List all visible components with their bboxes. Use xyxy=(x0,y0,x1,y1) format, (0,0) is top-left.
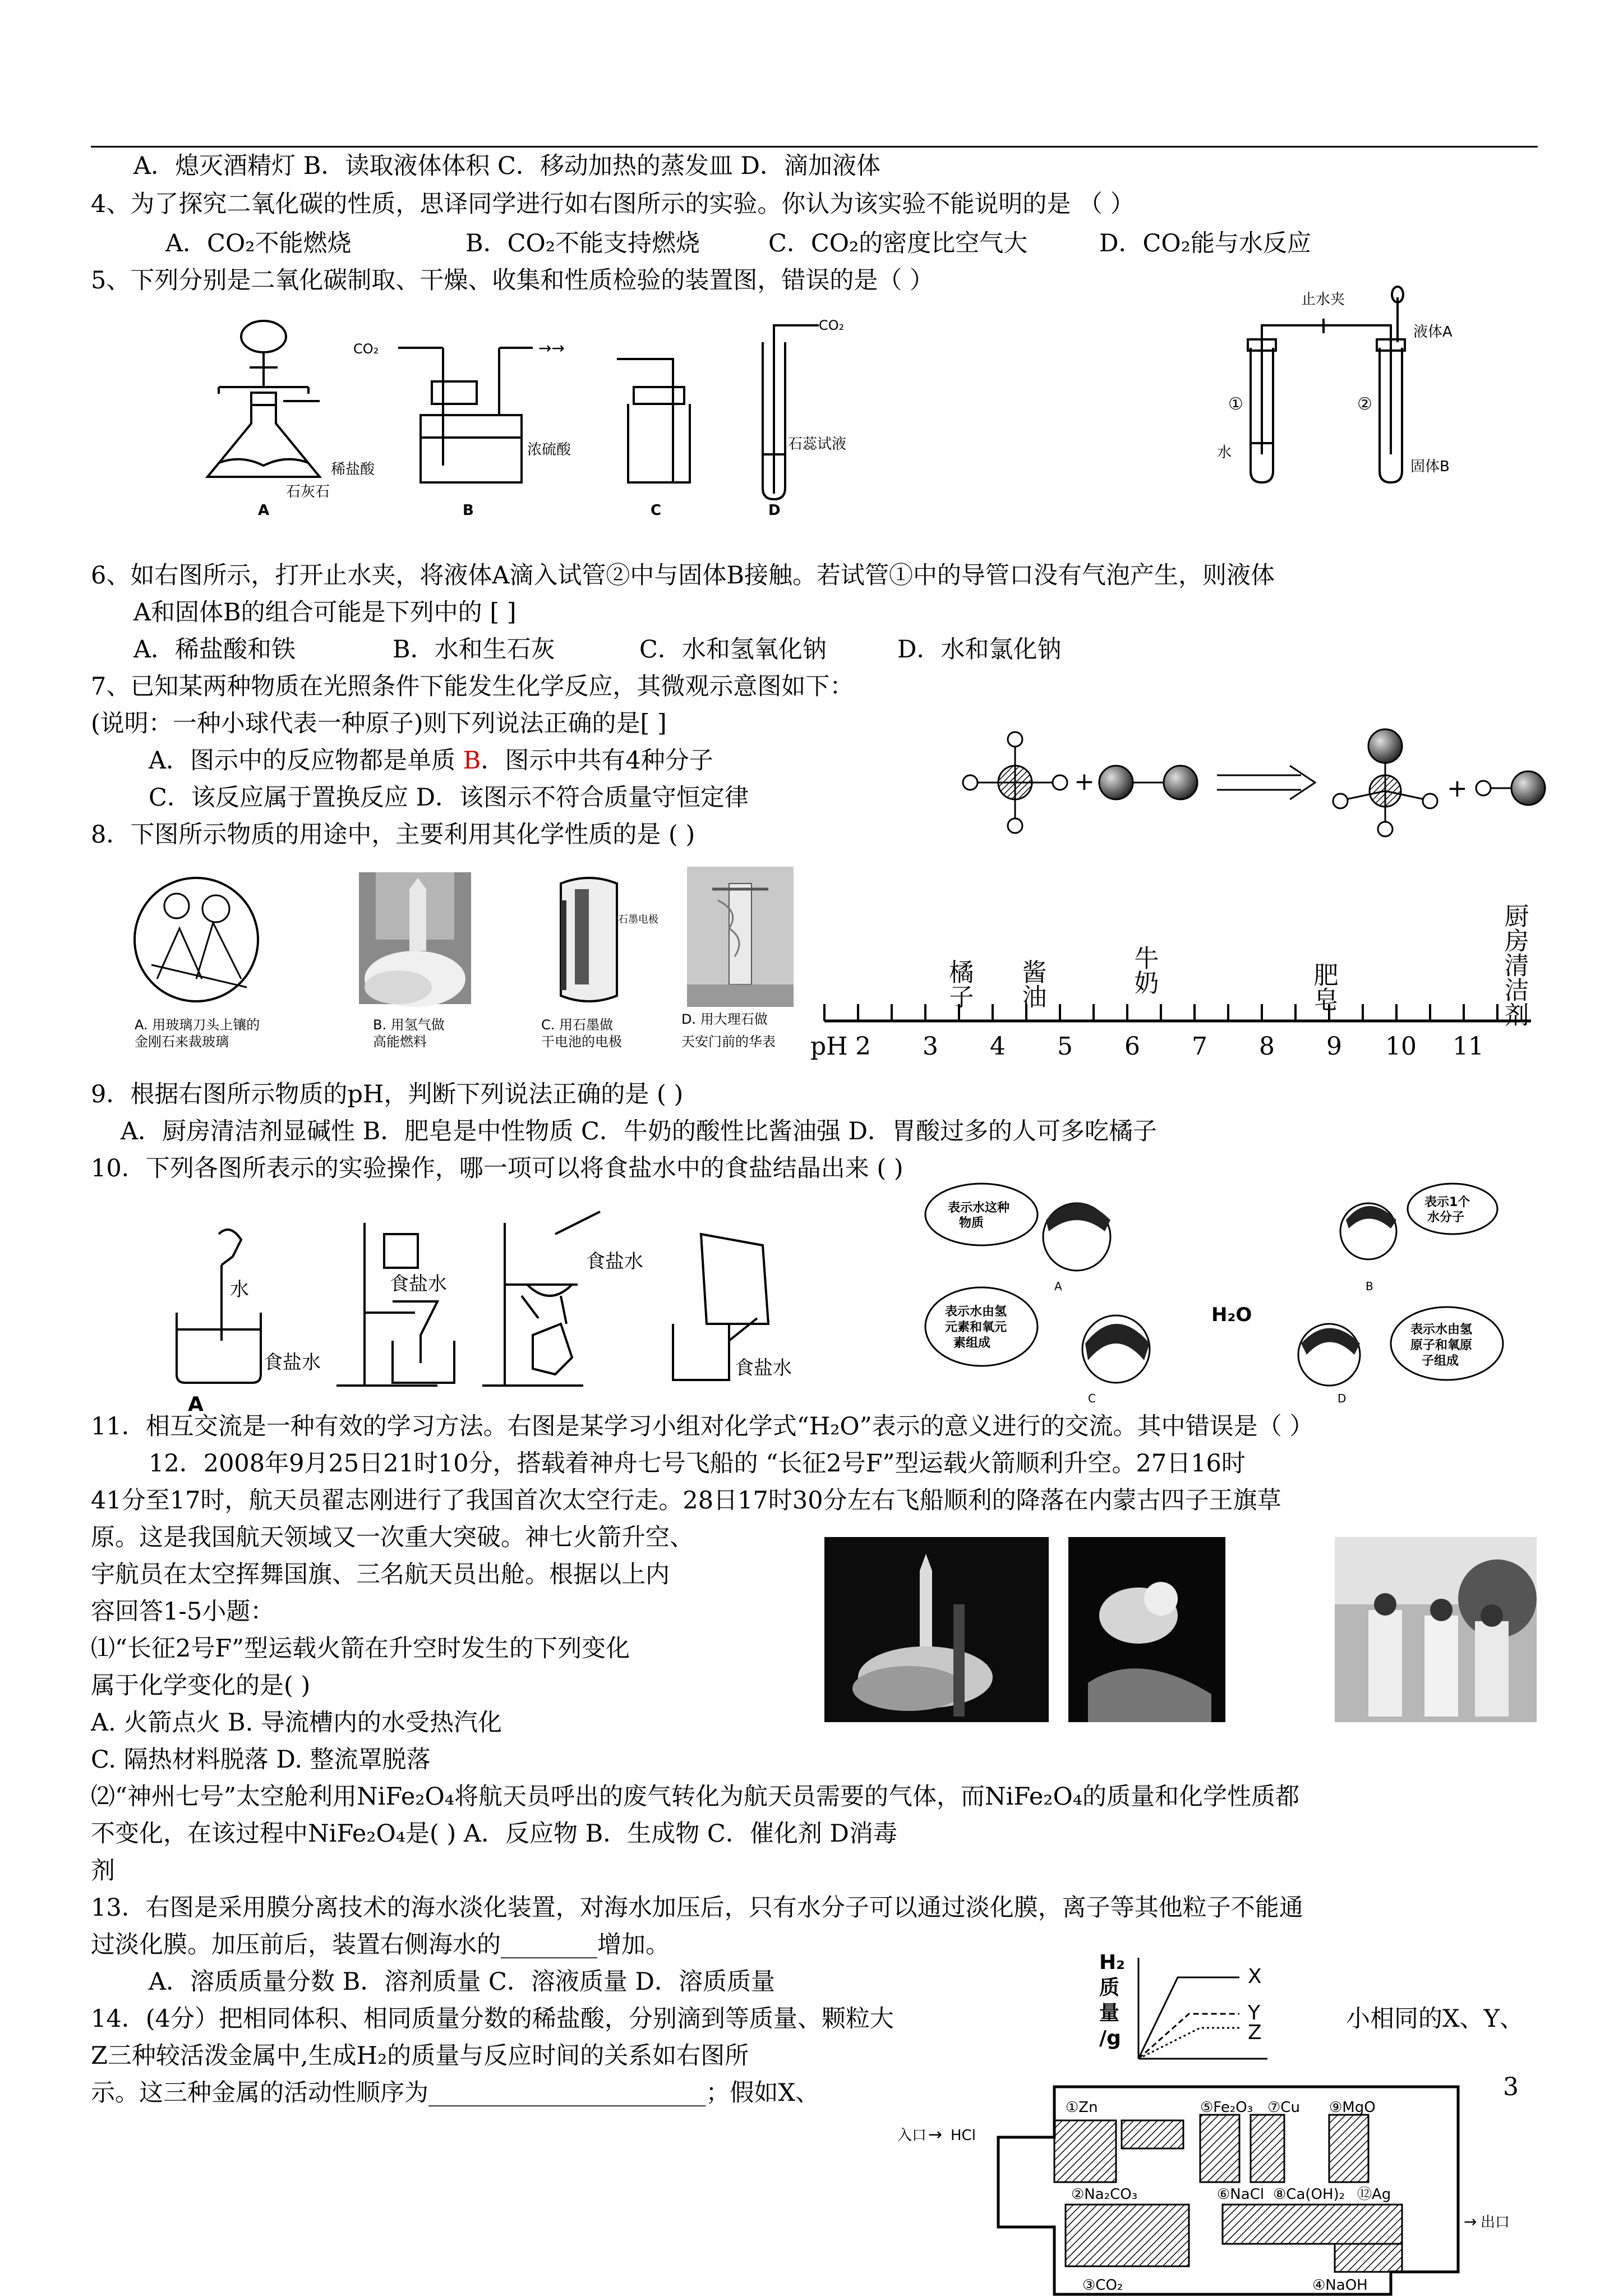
header-rule xyxy=(91,146,1538,148)
ph-tick-6: 6 xyxy=(1124,1032,1140,1061)
q7-option-b-text: ．图示中共有4种分子 xyxy=(481,747,713,775)
q13-line-2: 过淡化膜。加压前后，装置右侧海水的________增加。 xyxy=(91,1931,670,1959)
q4-option-d: D．CO₂能与水反应 xyxy=(1099,229,1311,257)
q5-apparatus-figure xyxy=(185,303,920,519)
ph-item-milk: 牛奶 xyxy=(1129,945,1159,995)
q13-options: A．溶质质量分数 B．溶剂质量 C．溶液质量 D．溶质质量 xyxy=(149,1968,776,1996)
h2-series-x: X xyxy=(1248,1965,1262,1988)
q14-line-1b: 小相同的X、Y、 xyxy=(1346,2005,1524,2033)
q7-option-a: A．图示中的反应物都是单质 xyxy=(149,747,463,775)
q12-sub2-line-3: 剂 xyxy=(91,1857,115,1885)
maze-item-co2: ③CO₂ xyxy=(1082,2277,1123,2294)
q7-plus-1: + xyxy=(1074,767,1095,796)
q4-option-a: A．CO₂不能燃烧 xyxy=(165,229,352,257)
q6-stem-2: A和固体B的组合可能是下列中的 [ ] xyxy=(133,599,517,627)
q5-co2-d: CO₂ xyxy=(819,318,845,333)
q8-picture-a-diamond xyxy=(135,878,258,1001)
h2o-letter-d: D xyxy=(1338,1392,1347,1405)
q12-photo-spacewalk xyxy=(1068,1537,1225,1722)
h2o-bubble-d-1: 表示水由氢 xyxy=(1410,1323,1473,1337)
maze-item-mgo: ⑨MgO xyxy=(1329,2099,1376,2116)
q10-letter-a: A xyxy=(188,1393,204,1416)
q10-label-salt-b: 食盐水 xyxy=(390,1273,447,1295)
q5-apparatus-c xyxy=(617,359,690,482)
q8-caption-d-1: D. 用大理石做 xyxy=(681,1011,768,1027)
h2o-bubble-c-2: 元素和氧元 xyxy=(945,1320,1007,1335)
q8-picture-c-battery xyxy=(561,878,658,1001)
q12-line-5: 容回答1-5小题： xyxy=(91,1598,275,1626)
q4-option-b: B．CO₂不能支持燃烧 xyxy=(465,229,700,257)
q8-caption-b-1: B. 用氢气做 xyxy=(373,1017,445,1033)
ph-item-cleaner: 厨房清洁剂 xyxy=(1500,903,1529,1027)
ph-scale-figure xyxy=(808,892,1537,1083)
q8-pictures xyxy=(135,867,796,1085)
q6-tube1: ① xyxy=(1228,394,1243,414)
q8-picture-b-shuttle xyxy=(359,872,471,1007)
h2-series-z: Z xyxy=(1248,2021,1262,2044)
q5-letter-a: A xyxy=(258,502,270,519)
q7-option-b-letter: B xyxy=(463,747,481,775)
q6-stem-1: 6、如右图所示，打开止水夹，将液体A滴入试管②中与固体B接触。若试管①中的导管口没有气泡产生，则液体 xyxy=(91,562,1275,590)
q6-option-b: B．水和生石灰 xyxy=(393,636,555,664)
q8-caption-c-2: 干电池的电极 xyxy=(541,1034,622,1050)
h2-chart-ylabel-3: 量 xyxy=(1099,2001,1120,2024)
maze-entrance: 入口 xyxy=(897,2127,927,2144)
q5-letter-c: C xyxy=(651,502,662,519)
q6-option-d: D．水和氯化钠 xyxy=(897,636,1062,664)
q6-test-tube-figure xyxy=(1217,286,1531,494)
q8-caption-a-2: 金刚石来裁玻璃 xyxy=(135,1034,229,1050)
h2o-bubble-b-2: 水分子 xyxy=(1427,1211,1465,1225)
h2o-discussion-figure xyxy=(920,1175,1537,1416)
q5-stem: 5、下列分别是二氧化碳制取、干燥、收集和性质检验的装置图，错误的是（ ） xyxy=(91,266,934,295)
h2o-bubble-d-3: 子组成 xyxy=(1422,1354,1459,1368)
q5-label-limestone: 石灰石 xyxy=(286,484,330,500)
maze-item-naoh: ④NaOH xyxy=(1312,2277,1368,2294)
page-number: 3 xyxy=(1503,2073,1519,2101)
maze-exit-arrow: → xyxy=(1464,2212,1477,2231)
q7-options-cd: C．该反应属于置换反应 D．该图示不符合质量守恒定律 xyxy=(149,784,749,812)
q6-option-c: C．水和氢氧化钠 xyxy=(639,636,827,664)
q5-arrow-out: →→ xyxy=(538,339,565,357)
q12-line-2: 41分至17时，航天员翟志刚进行了我国首次太空行走。28日17时30分左右飞船顺利的降落在内蒙古四子王旗草 xyxy=(91,1487,1281,1515)
ph-item-soy: 酱油 xyxy=(1017,959,1046,1009)
q12-line-3: 原。这是我国航天领域又一次重大突破。神七火箭升空、 xyxy=(91,1524,694,1552)
h2o-bubble-a-1: 表示水这种 xyxy=(948,1201,1010,1215)
q5-letter-d: D xyxy=(768,502,781,519)
q12-sub2-line-2: 不变化，在该过程中NiFe₂O₄是( ) A．反应物 B．生成物 C．催化剂 D消毒 xyxy=(91,1820,897,1848)
q8-caption-a-1: A. 用玻璃刀头上镶的 xyxy=(135,1017,260,1033)
q12-sub2-line-1: ⑵“神州七号”太空舱利用NiFe₂O₄将航天员呼出的废气转化为航天员需要的气体，而NiFe₂O₄的质量和化学性质都 xyxy=(91,1783,1300,1811)
q5-co2-in: CO₂ xyxy=(353,341,379,357)
maze-item-fe2o3: ⑤Fe₂O₃ xyxy=(1200,2099,1253,2116)
h2o-letter-c: C xyxy=(1088,1392,1096,1405)
maze-exit: 出口 xyxy=(1481,2214,1510,2231)
q11-stem: 11．相互交流是一种有效的学习方法。右图是某学习小组对化学式“H₂O”表示的意义进行的交流。其中错误是（ ） xyxy=(91,1412,1314,1441)
h2-chart-ylabel-4: /g xyxy=(1099,2027,1121,2050)
q12-line-1: 12．2008年9月25日21时10分，搭载着神舟七号飞船的 “长征2号F”型运载火箭顺利升空。27日16时 xyxy=(149,1450,1246,1478)
q10-label-salt-d: 食盐水 xyxy=(735,1357,792,1379)
maze-item-caoh2: ⑧Ca(OH)₂ xyxy=(1273,2186,1345,2203)
ph-tick-7: 7 xyxy=(1192,1032,1207,1061)
maze-hcl: HCl xyxy=(951,2127,976,2144)
q12-line-4: 宇航员在太空挥舞国旗、三名航天员出舱。根据以上内 xyxy=(91,1561,670,1589)
q10-label-salt-c: 食盐水 xyxy=(586,1250,643,1273)
h2o-bubble-c-3: 素组成 xyxy=(953,1336,991,1350)
ph-item-orange: 橘子 xyxy=(944,959,974,1009)
q7-stem-1: 7、已知某两种物质在光照条件下能发生化学反应，其微观示意图如下： xyxy=(91,673,854,701)
q10-operations-figure xyxy=(168,1212,886,1414)
q12-photos xyxy=(824,1537,1537,1722)
q5-label-h2so4: 浓硫酸 xyxy=(527,441,571,458)
ph-tick-3: 3 xyxy=(923,1032,938,1061)
q4-stem: 4、为了探究二氧化碳的性质，思译同学进行如右图所示的实验。你认为该实验不能说明的是 （ ） xyxy=(91,190,1135,218)
q6-label-clamp: 止水夹 xyxy=(1301,291,1345,308)
h2o-center-formula: H₂O xyxy=(1211,1304,1252,1326)
q6-tube2: ② xyxy=(1357,394,1372,414)
q4-option-c: C．CO₂的密度比空气大 xyxy=(768,229,1028,257)
ph-tick-9: 9 xyxy=(1326,1032,1342,1061)
q12-photo-rocket-launch xyxy=(824,1537,1049,1722)
maze-item-nacl: ⑥NaCl xyxy=(1217,2186,1265,2203)
maze-item-ag: ⑫Ag xyxy=(1357,2186,1391,2203)
q9-stem: 9．根据右图所示物质的pH，判断下列说法正确的是 ( ) xyxy=(91,1080,684,1108)
ph-item-soap: 肥皂 xyxy=(1309,962,1338,1011)
h2o-bubble-b-1: 表示1个 xyxy=(1424,1195,1470,1209)
q14-line-2: Z三种较活泼金属中,生成H₂的质量与反应时间的关系如右图所 xyxy=(91,2042,749,2070)
q5-apparatus-d xyxy=(763,325,819,499)
q12-sub1-line-1: ⑴“长征2号F”型运载火箭在升空时发生的下列变化 xyxy=(91,1635,630,1663)
q12-sub1-options-2: C. 隔热材料脱落 D. 整流罩脱落 xyxy=(91,1746,431,1774)
q8-stem: 8．下图所示物质的用途中，主要利用其化学性质的是 ( ) xyxy=(91,821,695,849)
ph-tick-11: 11 xyxy=(1453,1032,1484,1061)
h2-chart-ylabel-1: H₂ xyxy=(1099,1951,1125,1974)
q6-label-liquid: 液体A xyxy=(1413,324,1453,341)
h2o-bubble-d-2: 原子和氧原 xyxy=(1410,1338,1473,1352)
q8-picture-d-column xyxy=(687,867,794,1007)
ph-label: pH xyxy=(810,1032,848,1061)
q9-options: A．厨房清洁剂显碱性 B．肥皂是中性物质 C．牛奶的酸性比酱油强 D．胃酸过多的人可多吃橘子 xyxy=(121,1117,1158,1145)
q6-label-water: 水 xyxy=(1217,444,1232,461)
q8-caption-d-2: 天安门前的华表 xyxy=(681,1034,776,1050)
q8-graphite-label: 石墨电极 xyxy=(618,914,658,926)
maze-figure xyxy=(897,2087,1510,2294)
q7-options-ab xyxy=(149,747,713,775)
h2-series-y: Y xyxy=(1248,2001,1260,2024)
maze-entrance-arrow: → xyxy=(928,2125,943,2145)
h2o-letter-b: B xyxy=(1366,1280,1373,1293)
q7-plus-2: + xyxy=(1447,774,1468,803)
q5-label-litmus: 石蕊试液 xyxy=(788,436,847,453)
h2-chart-ylabel-2: 质 xyxy=(1099,1976,1120,1999)
q6-option-a: A．稀盐酸和铁 xyxy=(133,636,296,664)
ph-tick-10: 10 xyxy=(1385,1032,1417,1061)
q5-apparatus-b xyxy=(398,348,533,482)
q6-label-solid: 固体B xyxy=(1410,458,1450,475)
q10-stem: 10．下列各图所表示的实验操作，哪一项可以将食盐水中的食盐结晶出来 ( ) xyxy=(91,1154,903,1182)
h2o-letter-a: A xyxy=(1054,1280,1062,1293)
q14-line-1a: 14．(4分）把相同体积、相同质量分数的稀盐酸，分别滴到等质量、颗粒大 xyxy=(91,2005,894,2033)
q12-sub1-options-1: A. 火箭点火 B. 导流槽内的水受热汽化 xyxy=(91,1709,502,1737)
ph-tick-8: 8 xyxy=(1259,1032,1275,1061)
h2o-bubble-a-2: 物质 xyxy=(959,1216,984,1230)
h2-mass-chart xyxy=(1082,1947,1307,2070)
q10-label-water: 水 xyxy=(230,1278,249,1301)
q12-photo-astronauts xyxy=(1335,1537,1537,1722)
q3-options: A．熄灭酒精灯 B．读取液体体积 C．移动加热的蒸发皿 D．滴加液体 xyxy=(133,152,881,180)
q7-stem-2: (说明：一种小球代表一种原子)则下列说法正确的是[ ] xyxy=(91,710,667,738)
q10-label-salt-a: 食盐水 xyxy=(264,1351,321,1374)
q5-label-acid: 稀盐酸 xyxy=(331,461,375,478)
q8-caption-c-1: C. 用石墨做 xyxy=(541,1017,614,1033)
q14-line-3: 示。这三种金属的活动性顺序为_______________________；假如X、 xyxy=(91,2079,820,2107)
q13-line-1: 13．右图是采用膜分离技术的海水淡化装置，对海水加压后，只有水分子可以通过淡化膜，离子等其他粒子不能通 xyxy=(91,1894,1303,1922)
q5-apparatus-a xyxy=(208,321,320,477)
h2o-bubble-c-1: 表示水由氢 xyxy=(945,1305,1007,1319)
ph-tick-2: 2 xyxy=(855,1032,871,1061)
ph-tick-5: 5 xyxy=(1057,1032,1073,1061)
q7-molecule-figure xyxy=(953,724,1548,847)
maze-item-zn: ①Zn xyxy=(1066,2099,1098,2116)
maze-item-cu: ⑦Cu xyxy=(1267,2099,1300,2116)
ph-tick-4: 4 xyxy=(990,1032,1006,1061)
q5-letter-b: B xyxy=(463,502,474,519)
q8-caption-b-2: 高能燃料 xyxy=(373,1034,427,1050)
q12-sub1-line-2: 属于化学变化的是( ) xyxy=(91,1672,311,1700)
maze-item-na2co3: ②Na₂CO₃ xyxy=(1071,2186,1138,2203)
